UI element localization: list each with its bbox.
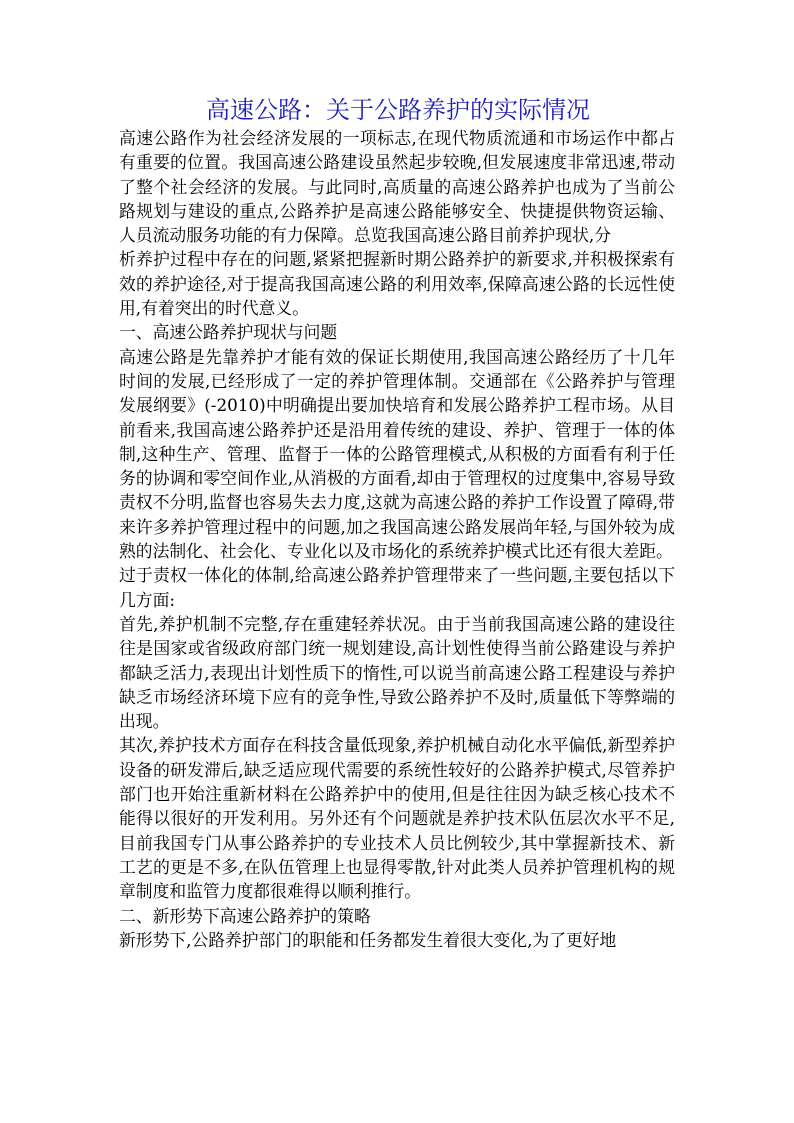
paragraph-current-status: 高速公路是先靠养护才能有效的保证长期使用,我国高速公路经历了十几年时间的发展,已经形成了一定的养护管理体制。交通部在《公路养护与管理发展纲要》(-2010)中明确提出要加快培育和发展公路养护工程市场。从目前看来,我国高速公路养护还是沿用着传统的建设、养护、管理于一体的体制,这种生产、管理、监督于一体的公路管理模式,从积极的方面看有利于任务的协调和零空间作业,从消极的方面看,却由于管理权的过度集中,容易导致责权不分明,监督也容易失去力度,这就为高速公路的养护工作设置了障碍,带来许多养护管理过程中的问题,加之我国高速公路发展尚年轻,与国外较为成熟的法制化、社会化、专业化以及市场化的系统养护模式比还有很大差距。	[119, 346, 675, 562]
section-heading-1: 一、高速公路养护现状与问题	[119, 322, 338, 343]
paragraph-intro-continued: 析养护过程中存在的问题,紧紧把握新时期公路养护的新要求,并积极探索有效的养护途径,对于提高我国高速公路的利用效率,保障高速公路的长远性使用,有着突出的时代意义。	[119, 249, 675, 319]
document-page	[119, 94, 675, 952]
paragraph-intro: 高速公路作为社会经济发展的一项标志,在现代物质流通和市场运作中都占有重要的位置。我国高速公路建设虽然起步较晚,但发展速度非常迅速,带动了整个社会经济的发展。与此同时,高质量的高速公路养护也成为了当前公路规划与建设的重点,公路养护是高速公路能够安全、快捷提供物资运输、人员流动服务功能的有力保障。总览我国高速公路目前养护现状,分	[119, 128, 675, 246]
paragraph-problems-intro: 过于责权一体化的体制,给高速公路养护管理带来了一些问题,主要包括以下几方面:	[119, 565, 675, 610]
paragraph-strategy: 新形势下,公路养护部门的职能和任务都发生着很大变化,为了更好地	[119, 929, 617, 950]
document-title: 高速公路：关于公路养护的实际情况	[206, 96, 590, 124]
paragraph-problem-first: 首先,养护机制不完整,存在重建轻养状况。由于当前我国高速公路的建设往往是国家或省级政府部门统一规划建设,高计划性使得当前公路建设与养护都缺乏活力,表现出计划性质下的惰性,可以说当前高速公路工程建设与养护缺乏市场经济环境下应有的竞争性,导致公路养护不及时,质量低下等弊端的出现。	[119, 613, 675, 732]
paragraph-problem-second: 其次,养护技术方面存在科技含量低现象,养护机械自动化水平偏低,新型养护设备的研发滞后,缺乏适应现代需要的系统性较好的公路养护模式,尽管养护部门也开始注重新材料在公路养护中的使用,但是往往因为缺乏核心技术不能得以很好的开发利用。另外还有个问题就是养护技术队伍层次水平不足,目前我国专门从事公路养护的专业技术人员比例较少,其中掌握新技术、新工艺的更是不多,在队伍管理上也显得零散,针对此类人员养护管理机构的规章制度和监管力度都很难得以顺利推行。	[119, 735, 675, 902]
section-heading-2: 二、新形势下高速公路养护的策略	[119, 905, 371, 926]
